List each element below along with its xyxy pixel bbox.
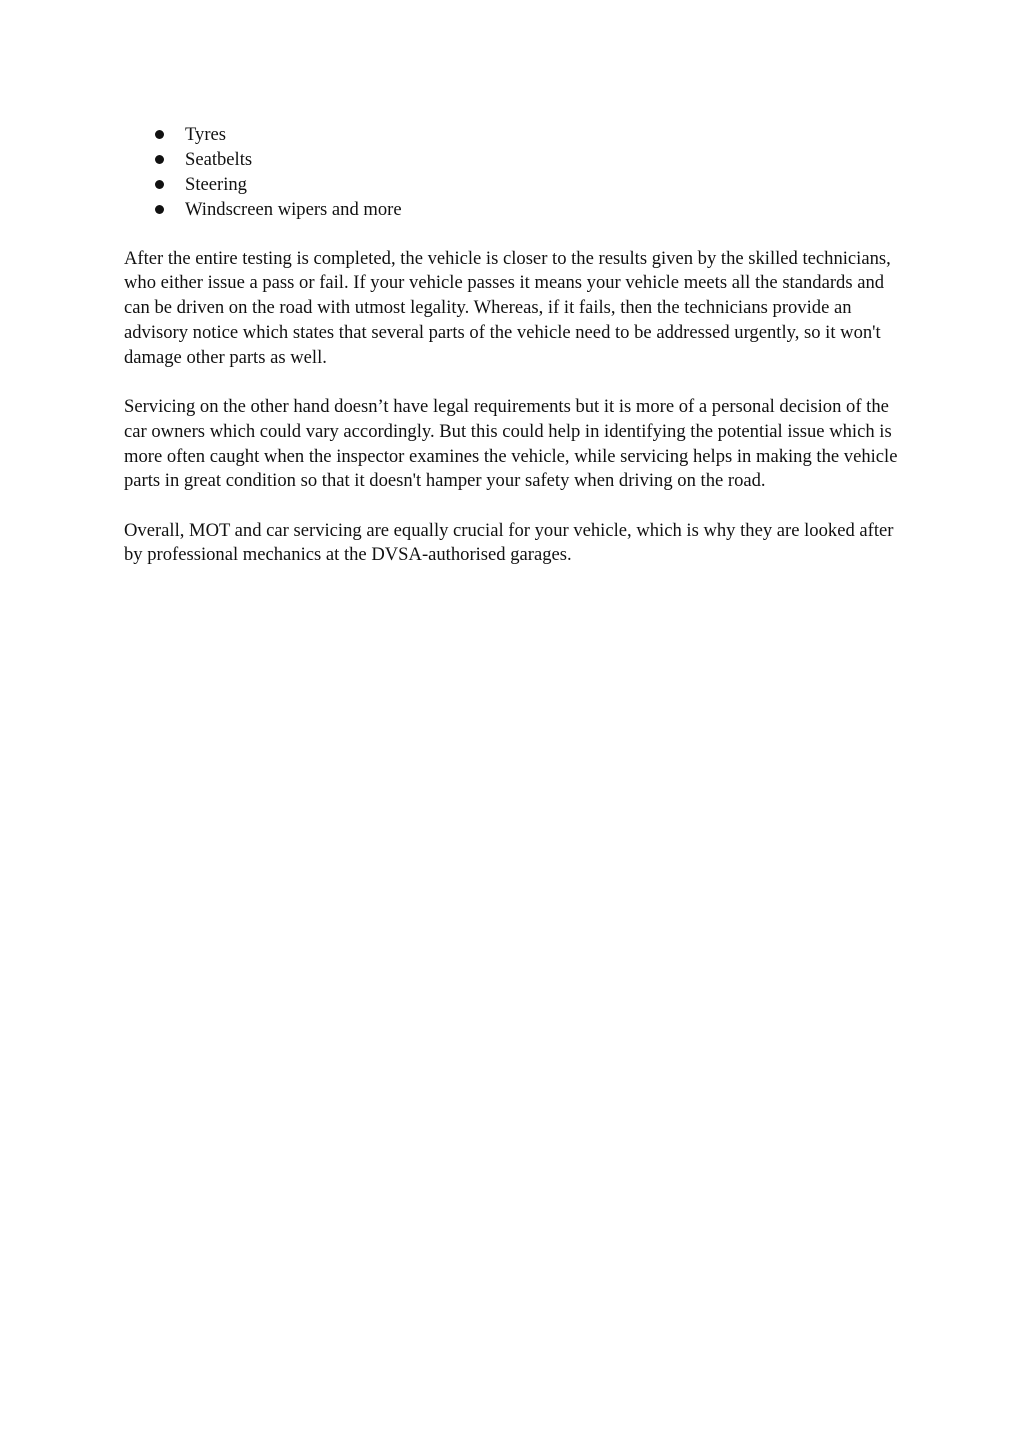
checklist-bullets	[124, 122, 904, 222]
list-item	[124, 147, 904, 172]
list-item-text: Tyres	[185, 124, 227, 145]
paragraph-testing-results: After the entire testing is completed, the vehicle is closer to the results given by the skilled technicians, who either issue a pass or fail. If your vehicle passes it means your vehicle meets all the standards and can be driven on the road with utmost legality. Whereas, if it fails, then the technicians provide an advisory notice which states that several parts of the vehicle need to be addressed urgently, so it won't damage other parts as well.	[124, 247, 891, 368]
list-item-text: Windscreen wipers and more	[185, 199, 402, 220]
list-item-text: Seatbelts	[185, 149, 253, 170]
paragraph-servicing: Servicing on the other hand doesn’t have legal requirements but it is more of a personal decision of the car owners which could vary accordingly. But this could help in identifying the potential issue which is more often caught when the inspector examines the vehicle, while servicing helps in making the vehicle parts in great condition so that it doesn't hamper your safety when driving on the road.	[124, 395, 898, 492]
bullet-icon	[155, 130, 164, 139]
bullet-icon	[155, 180, 164, 189]
bullet-icon	[155, 155, 164, 164]
bullet-icon	[155, 205, 164, 214]
list-item-text: Steering	[185, 174, 247, 195]
document-body	[124, 122, 904, 568]
paragraph-conclusion: Overall, MOT and car servicing are equally crucial for your vehicle, which is why they are looked after by professional mechanics at the DVSA-authorised garages.	[124, 519, 894, 566]
list-item	[124, 197, 904, 222]
list-item	[124, 172, 904, 197]
list-item	[124, 122, 904, 147]
